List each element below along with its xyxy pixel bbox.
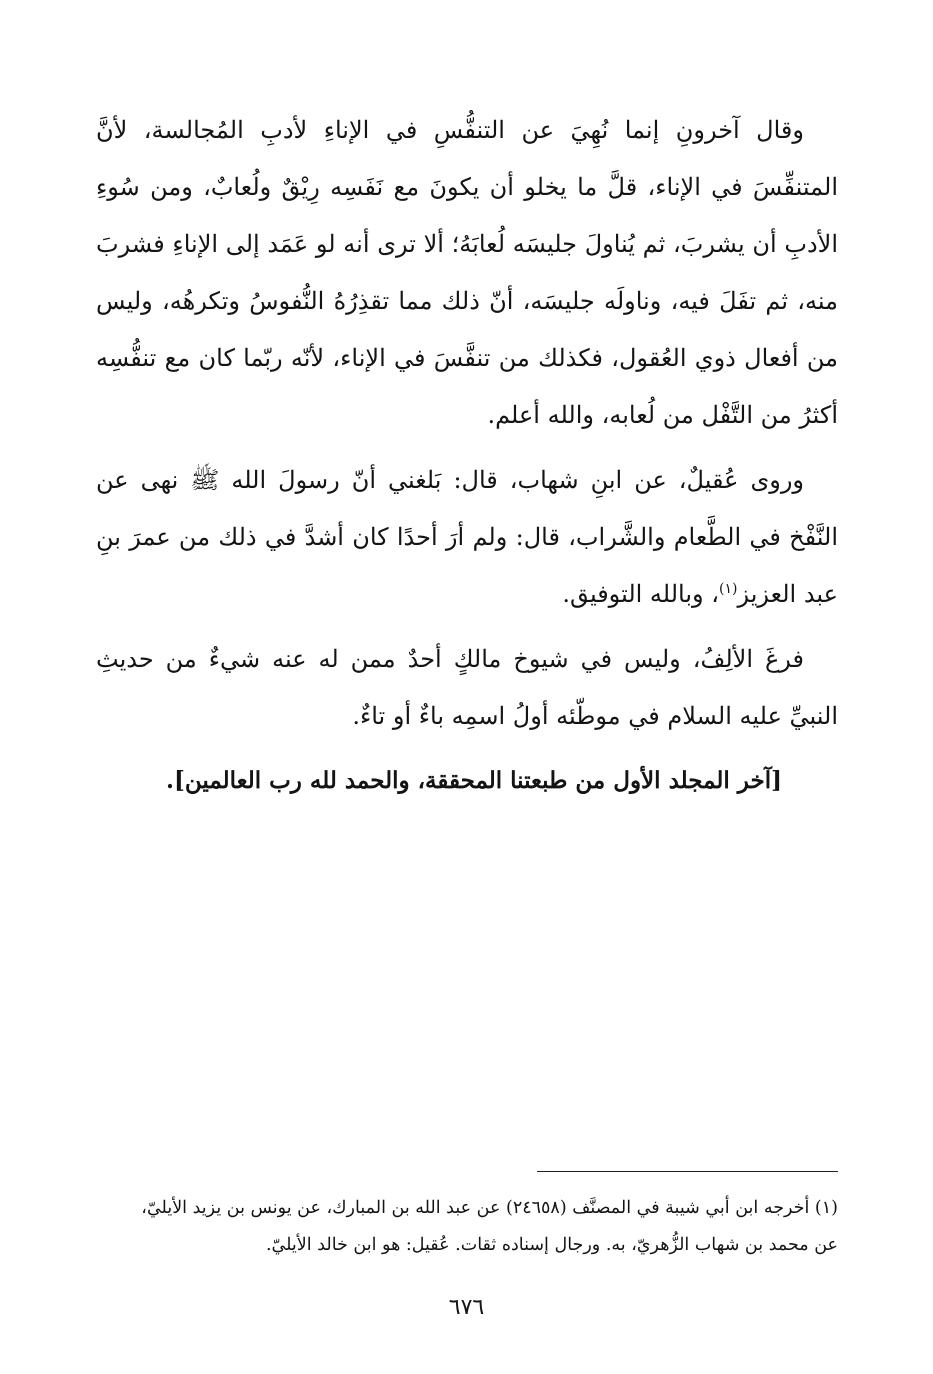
- footnote-1-line-1: (١) أخرجه ابن أبي شيبة في المصنَّف (٢٤٦٥٨) عن عبد الله بن المبارك، عن يونس بن يزيد الأيليّ،: [141, 1198, 838, 1218]
- page-number: ٦٧٦: [448, 1295, 485, 1320]
- footnote-reference[interactable]: (١): [719, 581, 738, 597]
- paragraph-uqayl-narration: [96, 452, 838, 623]
- paragraph-2-tail: ، وبالله التوفيق.: [562, 580, 720, 608]
- paragraph-breathing-in-vessel: [96, 102, 838, 444]
- paragraph-2-text: وروى عُقيلٌ، عن ابنِ شهاب، قال: بَلغني أنّ رسولَ الله ﷺ نهى عن النَّفْخ في الطَّعام والشَّراب، قال: ولم أرَ أحدًا كان أشدَّ في ذلك من عمرَ بنِ عبد العزيز: [96, 466, 838, 608]
- footnotes: [96, 1190, 838, 1264]
- paragraph-1-text: وقال آخرونِ إنما نُهِيَ عن التنفُّسِ في الإناءِ لأدبِ المُجالسة، لأنَّ المتنفِّسَ في الإناء، قلَّ ما يخلو أن يكونَ مع نَفَسِه رِيْقٌ ولُعابٌ، ومن سُوءِ الأدبِ أن يشربَ، ثم يُناولَ جليسَه لُعابَهُ؛ ألا ترى أنه لو عَمَد إلى الإناءِ فشربَ منه، ثم تفَلَ فيه، وناولَه جليسَه، أنّ ذلك مما تقذِرُهُ النُّفوسُ وتكرهُه، وليس من أفعال ذوي العُقول، فكذلك من تنفَّسَ في الإناء، لأنّه ربّما كان مع تنفُّسِه أكثرُ من التَّفْل من لُعابه، والله أعلم.: [96, 116, 838, 429]
- footnote-separator: [537, 1171, 838, 1172]
- paragraph-3-text: فرغَ الألِفُ، وليس في شيوخ مالكٍ أحدٌ ممن له عنه شيءٌ من حديثِ النبيِّ عليه السلام في موطّئه أولُ اسمِه باءٌ أو تاءٌ.: [96, 645, 838, 730]
- volume-closing-note: [آخر المجلد الأول من طبعتنا المحققة، والحمد لله رب العالمين].: [165, 767, 782, 794]
- paragraph-end-of-alif: [96, 631, 838, 745]
- footnote-1-line-2: عن محمد بن شهاب الزُّهريّ، به. ورجال إسناده ثقات. عُقيل: هو ابن خالد الأيليّ.: [265, 1235, 838, 1255]
- page-body: [96, 102, 838, 809]
